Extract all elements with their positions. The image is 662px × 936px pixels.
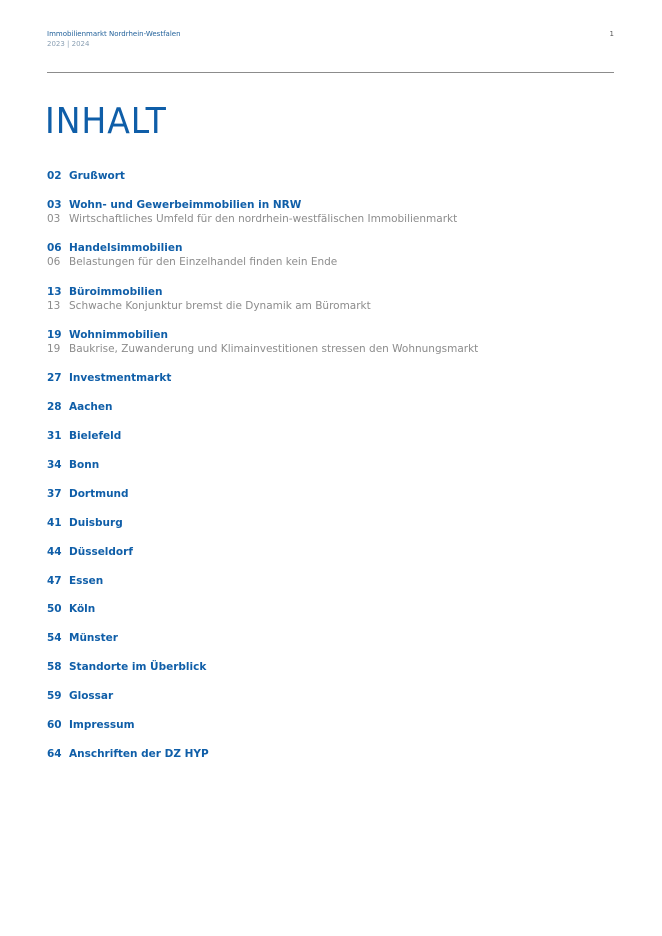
- toc-entry-title[interactable]: Grußwort: [69, 170, 125, 182]
- toc-subentry-page: 19: [47, 343, 61, 355]
- toc-heading: INHALT: [45, 101, 167, 142]
- toc-entry-title[interactable]: Dortmund: [69, 488, 129, 500]
- toc-subentry-page: 13: [47, 300, 61, 312]
- toc-entry[interactable]: [47, 285, 371, 313]
- header-divider: [47, 72, 614, 73]
- toc-entry[interactable]: [47, 198, 457, 226]
- toc-entry-title[interactable]: Wohnimmobilien: [69, 329, 168, 341]
- toc-entry[interactable]: [47, 487, 129, 501]
- toc-entry[interactable]: [47, 574, 103, 588]
- toc-entry-page: 34: [47, 459, 62, 471]
- toc-entry-page: 31: [47, 430, 62, 442]
- toc-entry-page: 50: [47, 603, 62, 615]
- toc-entry-title[interactable]: Duisburg: [69, 517, 123, 529]
- toc-entry-title[interactable]: Standorte im Überblick: [69, 661, 207, 673]
- toc-entry[interactable]: [47, 458, 99, 472]
- toc-entry-page: 13: [47, 286, 62, 298]
- toc-entry[interactable]: [47, 169, 125, 183]
- toc-entry-title[interactable]: Investmentmarkt: [69, 372, 172, 384]
- toc-entry-title[interactable]: Bonn: [69, 459, 100, 471]
- toc-entry-page: 44: [47, 546, 62, 558]
- toc-entry-title[interactable]: Essen: [69, 575, 104, 587]
- toc-subentry-title[interactable]: Belastungen für den Einzelhandel finden kein Ende: [69, 256, 338, 268]
- toc-entry-title[interactable]: Aachen: [69, 401, 113, 413]
- toc-subentry-title[interactable]: Schwache Konjunktur bremst die Dynamik am Büromarkt: [69, 300, 371, 312]
- toc-entry-title[interactable]: Glossar: [69, 690, 114, 702]
- toc-entry[interactable]: [47, 747, 209, 761]
- toc-entry-title[interactable]: Bielefeld: [69, 430, 122, 442]
- toc-entry[interactable]: [47, 660, 206, 674]
- toc-entry[interactable]: [47, 241, 337, 269]
- toc-entry-page: 03: [47, 199, 62, 211]
- toc-entry-page: 41: [47, 517, 62, 529]
- toc-entry-title[interactable]: Büroimmobilien: [69, 286, 163, 298]
- toc-entry-page: 54: [47, 632, 62, 644]
- toc-entry[interactable]: [47, 516, 123, 530]
- toc-entry-page: 60: [47, 719, 62, 731]
- toc-entry-title[interactable]: Impressum: [69, 719, 135, 731]
- toc-entry[interactable]: [47, 631, 118, 645]
- toc-entry-title[interactable]: Anschriften der DZ HYP: [69, 748, 209, 760]
- toc-entry-title[interactable]: Münster: [69, 632, 118, 644]
- toc-subentry-title[interactable]: Wirtschaftliches Umfeld für den nordrhein-westfälischen Immobilienmarkt: [69, 213, 458, 225]
- toc-entry-page: 27: [47, 372, 62, 384]
- toc-entry-page: 58: [47, 661, 62, 673]
- toc-entry-page: 37: [47, 488, 62, 500]
- toc-entry-page: 47: [47, 575, 62, 587]
- toc-entry-title[interactable]: Wohn- und Gewerbeimmobilien in NRW: [69, 199, 302, 211]
- toc-entry[interactable]: [47, 328, 478, 356]
- toc-entry-page: 28: [47, 401, 62, 413]
- toc-entry[interactable]: [47, 689, 113, 703]
- toc-entry[interactable]: [47, 429, 121, 443]
- toc-entry-title[interactable]: Köln: [69, 603, 96, 615]
- toc-entry[interactable]: [47, 545, 133, 559]
- toc-entry-page: 59: [47, 690, 62, 702]
- toc-entry-page: 02: [47, 170, 62, 182]
- toc-entry-page: 06: [47, 242, 62, 254]
- toc-subentry-title[interactable]: Baukrise, Zuwanderung und Klimainvestitionen stressen den Wohnungsmarkt: [69, 343, 479, 355]
- toc-subentry-page: 03: [47, 213, 61, 225]
- toc-subentry-page: 06: [47, 256, 61, 268]
- page-header: [47, 29, 614, 49]
- toc-entry-page: 19: [47, 329, 62, 341]
- toc-entry-title[interactable]: Handelsimmobilien: [69, 242, 183, 254]
- document-years: 2023 | 2024: [47, 40, 90, 48]
- toc-entry-title[interactable]: Düsseldorf: [69, 546, 133, 558]
- document-title: Immobilienmarkt Nordrhein-Westfalen: [47, 30, 181, 38]
- toc-entry[interactable]: [47, 718, 135, 732]
- toc-entry[interactable]: [47, 602, 95, 616]
- toc-entry[interactable]: [47, 371, 171, 385]
- page-number: 1: [609, 30, 614, 38]
- toc-entry-page: 64: [47, 748, 62, 760]
- toc-entry[interactable]: [47, 400, 113, 414]
